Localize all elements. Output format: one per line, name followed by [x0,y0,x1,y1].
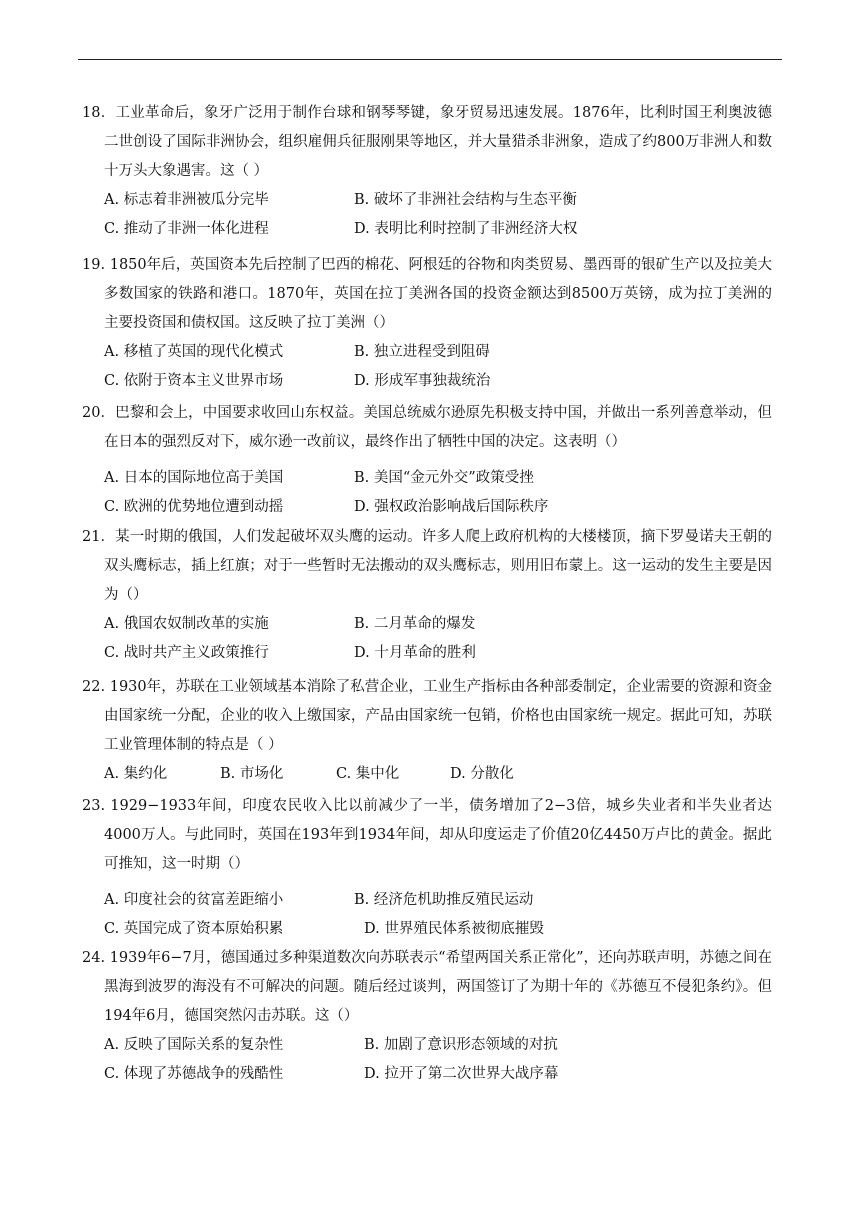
option-b[interactable]: B. 市场化 [220,766,284,782]
option-d[interactable]: D. 十月革命的胜利 [354,645,476,661]
option-d[interactable]: D. 表明比利时控制了非洲经济大权 [354,221,578,237]
option-b[interactable]: B. 美国“金元外交”政策受挫 [354,470,534,486]
question-24 [82,944,772,1089]
question-stem: 21．某一时期的俄国，人们发起破坏双头鹰的运动。许多人爬上政府机构的大楼楼顶，摘下罗曼诺夫王朝的双头鹰标志，插上红旗；对于一些暂时无法搬动的双头鹰标志，则用旧布蒙上。这一运动的发生主要是因为（） [82,529,772,603]
option-a[interactable]: A. 俄国农奴制改革的实施 [104,616,269,632]
options-row [82,886,772,915]
options-row [82,639,772,668]
option-a[interactable]: A. 移植了英国的现代化模式 [104,344,284,360]
option-a[interactable]: A. 集约化 [104,766,168,782]
question-stem: 22. 1930年，苏联在工业领域基本消除了私营企业，工业生产指标由各种部委制定，企业需要的资源和资金由国家统一分配，企业的收入上缴国家，产品由国家统一包销，价格也由国家统一规定。据此可知，苏联工业管理体制的特点是（ ） [82,679,772,753]
options-row [82,464,772,493]
options-row [82,1031,772,1060]
option-c[interactable]: C. 集中化 [336,766,400,782]
option-c[interactable]: C. 依附于资本主义世界市场 [104,373,284,389]
option-a[interactable]: A. 印度社会的贫富差距缩小 [104,892,284,908]
option-b[interactable]: B. 加剧了意识形态领域的对抗 [364,1037,558,1053]
option-c[interactable]: C. 战时共产主义政策推行 [104,645,269,661]
options-row [82,493,772,522]
header-rule [78,59,782,60]
option-a[interactable]: A. 标志着非洲被瓜分完毕 [104,192,269,208]
option-b[interactable]: B. 独立进程受到阻碍 [354,344,490,360]
option-d[interactable]: D. 形成军事独裁统治 [354,373,491,389]
option-d[interactable]: D. 拉开了第二次世界大战序幕 [364,1066,559,1082]
question-21 [82,523,772,668]
option-a[interactable]: A. 反映了国际关系的复杂性 [104,1037,284,1053]
options-row [82,915,772,944]
option-c[interactable]: C. 欧洲的优势地位遭到动摇 [104,499,284,515]
question-stem: 23. 1929−1933年间，印度农民收入比以前减少了一半，债务增加了2−3倍，城乡失业者和半失业者达4000万人。与此同时，英国在193年到1934年间，却从印度运走了价值20亿4450万卢比的黄金。据此可推知，这一时期（） [82,798,772,872]
options-row [82,760,772,789]
options-row [82,367,772,396]
options-row [82,610,772,639]
options-row [82,186,772,215]
option-d[interactable]: D. 强权政治影响战后国际秩序 [354,499,549,515]
question-stem: 18．工业革命后，象牙广泛用于制作台球和钢琴琴键，象牙贸易迅速发展。1876年，比利时国王利奥波德二世创设了国际非洲协会，组织雇佣兵征服刚果等地区，并大量猎杀非洲象，造成了约800万非洲人和数十万头大象遇害。这（ ） [82,105,772,179]
option-c[interactable]: C. 体现了苏德战争的残酷性 [104,1066,284,1082]
option-d[interactable]: D. 分散化 [450,766,514,782]
question-20 [82,399,772,522]
question-stem: 24. 1939年6−7月，德国通过多种渠道数次向苏联表示“希望两国关系正常化”，还向苏联声明，苏德之间在黑海到波罗的海没有不可解决的问题。随后经过谈判，两国签订了为期十年的《苏德互不侵犯条约》。但194年6月，德国突然闪击苏联。这（） [82,950,772,1024]
options-row [82,215,772,244]
option-d[interactable]: D. 世界殖民体系被彻底摧毁 [364,921,544,937]
question-stem: 20．巴黎和会上，中国要求收回山东权益。美国总统威尔逊原先积极支持中国，并做出一系列善意举动，但在日本的强烈反对下，威尔逊一改前议，最终作出了牺牲中国的决定。这表明（） [82,405,772,450]
question-stem: 19. 1850年后，英国资本先后控制了巴西的棉花、阿根廷的谷物和肉类贸易、墨西哥的银矿生产以及拉美大多数国家的铁路和港口。1870年，英国在拉丁美洲各国的投资金额达到8500万英镑，成为拉丁美洲的主要投资国和债权国。这反映了拉丁美洲（） [82,257,772,331]
question-19 [82,251,772,396]
question-23 [82,792,772,944]
option-c[interactable]: C. 推动了非洲一体化进程 [104,221,269,237]
options-row [82,338,772,367]
option-c[interactable]: C. 英国完成了资本原始积累 [104,921,284,937]
option-a[interactable]: A. 日本的国际地位高于美国 [104,470,284,486]
option-b[interactable]: B. 破坏了非洲社会结构与生态平衡 [354,192,577,208]
option-b[interactable]: B. 经济危机助推反殖民运动 [354,892,534,908]
question-18 [82,99,772,244]
option-b[interactable]: B. 二月革命的爆发 [354,616,476,632]
options-row [82,1060,772,1089]
question-22 [82,673,772,789]
